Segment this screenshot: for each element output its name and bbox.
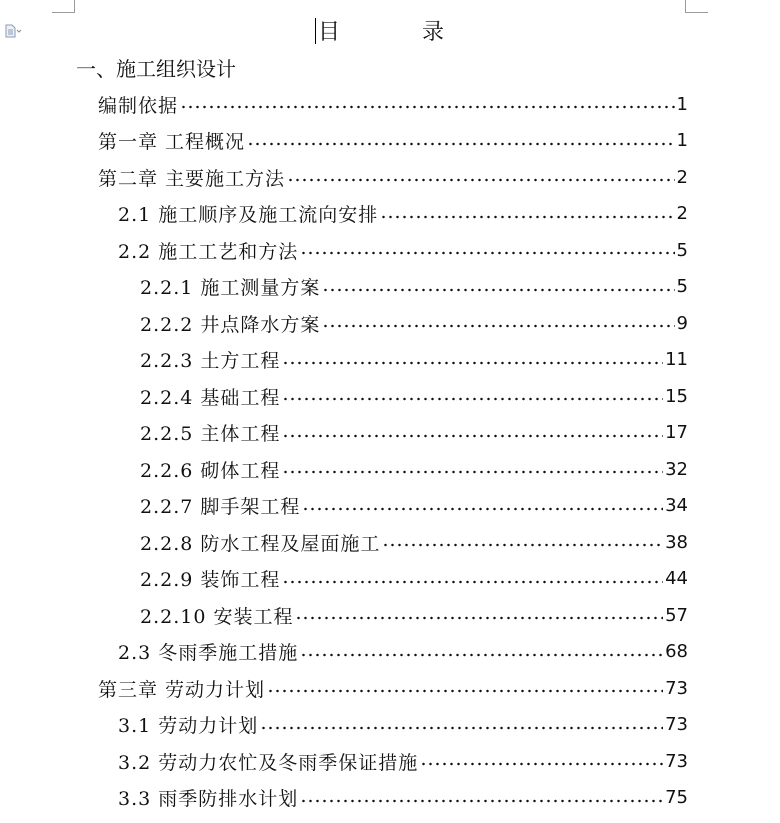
toc-leader-dots [282, 397, 663, 401]
toc-entry-label: 2.2.3 土方工程 [140, 350, 281, 372]
page-title [0, 16, 780, 50]
toc-leader-dots [267, 689, 663, 693]
toc-entry[interactable] [98, 670, 688, 706]
toc-entry-label: 2.2.2 井点降水方案 [140, 313, 321, 336]
toc-entry[interactable] [98, 123, 688, 159]
toc-leader-dots [322, 324, 674, 328]
toc-entry[interactable] [140, 415, 688, 451]
title-char-2: 录 [422, 20, 445, 45]
toc-entry[interactable] [98, 159, 688, 195]
toc-entry[interactable] [118, 634, 688, 670]
toc-entry-label: 3.3 雨季防排水计划 [118, 788, 299, 810]
toc-entry-label: 2.2.4 基础工程 [140, 386, 281, 409]
toc-entry-label: 2.2.1 施工测量方案 [140, 277, 321, 299]
toc-entry[interactable] [118, 780, 688, 816]
toc-entry-page-number: 5 [676, 276, 688, 297]
toc-entry-label: 编制依据 [98, 94, 179, 117]
toc-entry-page-number: 73 [665, 714, 688, 735]
toc-entry[interactable] [140, 524, 688, 560]
toc-entry-label: 2.2.8 防水工程及屋面施工 [140, 532, 381, 555]
toc-entry-page-number: 9 [676, 312, 688, 334]
toc-leader-dots [180, 105, 675, 109]
section-heading: 一、施工组织设计 [76, 57, 236, 81]
toc-leader-dots [282, 580, 663, 584]
title-char-1: 目 [318, 20, 341, 45]
toc-entry-label: 3.2 劳动力农忙及冬雨季保证措施 [118, 751, 419, 774]
toc-leader-dots [382, 543, 663, 547]
toc-leader-dots [260, 726, 663, 730]
toc-entry-page-number: 17 [665, 422, 688, 443]
toc-entry-label: 2.3 冬雨季施工措施 [118, 642, 299, 664]
toc-entry-page-number: 73 [665, 750, 688, 772]
toc-entry-label: 第二章 主要施工方法 [98, 167, 286, 190]
toc-entry-label: 2.2.6 砌体工程 [140, 459, 281, 482]
toc-entry[interactable] [118, 707, 688, 743]
toc-entry-label: 2.2.7 脚手架工程 [140, 496, 301, 518]
toc-entry-page-number: 75 [665, 787, 688, 808]
toc-leader-dots [295, 616, 663, 620]
toc-entry-label: 2.2.10 安装工程 [140, 605, 294, 628]
toc-leader-dots [247, 142, 675, 146]
toc-entry[interactable] [118, 743, 688, 779]
toc-entry[interactable] [118, 232, 688, 268]
toc-entry-page-number: 34 [665, 495, 688, 516]
toc-leader-dots [322, 288, 674, 292]
toc-entry[interactable] [140, 451, 688, 487]
toc-leader-dots [282, 434, 663, 438]
toc-entry-label: 2.1 施工顺序及施工流向安排 [118, 204, 379, 226]
toc-entry-page-number: 57 [665, 604, 688, 626]
toc-entry-label: 2.2.5 主体工程 [140, 423, 281, 445]
toc-entry-page-number: 68 [665, 641, 688, 662]
toc-entry-page-number: 38 [665, 531, 688, 553]
page-corner-mark-left [52, 0, 75, 13]
toc-entry[interactable] [140, 305, 688, 341]
toc-leader-dots [287, 178, 675, 182]
toc-entry[interactable] [140, 488, 688, 524]
toc-entry-label: 2.2.9 装饰工程 [140, 569, 281, 591]
page-corner-mark-right [685, 0, 708, 13]
toc-entry-label: 第一章 工程概况 [98, 131, 246, 153]
toc-entry-page-number: 11 [665, 349, 688, 370]
toc-leader-dots [282, 361, 663, 365]
toc-entry-page-number: 15 [665, 385, 688, 407]
toc-entry-page-number: 1 [676, 130, 688, 151]
toc-leader-dots [420, 762, 663, 766]
toc-leader-dots [380, 215, 674, 219]
toc-entry-page-number: 1 [676, 93, 688, 115]
toc-entry-page-number: 2 [676, 166, 688, 188]
toc-entry-label: 第三章 劳动力计划 [98, 678, 266, 701]
toc-entry[interactable] [140, 378, 688, 414]
toc-leader-dots [302, 507, 663, 511]
toc-entry[interactable] [140, 561, 688, 597]
toc-leader-dots [300, 653, 663, 657]
toc-entry[interactable] [118, 196, 688, 232]
toc-leader-dots [300, 251, 674, 255]
toc-entry-label: 3.1 劳动力计划 [118, 715, 259, 737]
toc-entry-page-number: 44 [665, 568, 688, 589]
toc-entry-page-number: 32 [665, 458, 688, 480]
toc-entry-page-number: 5 [676, 239, 688, 261]
toc-leader-dots [282, 470, 663, 474]
toc-entry-page-number: 73 [665, 677, 688, 699]
toc-entry[interactable] [98, 86, 688, 122]
toc-entry[interactable] [140, 597, 688, 633]
toc-entry-label: 2.2 施工工艺和方法 [118, 240, 299, 263]
toc-entry[interactable] [140, 342, 688, 378]
toc-leader-dots [300, 799, 663, 803]
toc-entry[interactable] [140, 269, 688, 305]
toc-entry-page-number: 2 [676, 203, 688, 224]
